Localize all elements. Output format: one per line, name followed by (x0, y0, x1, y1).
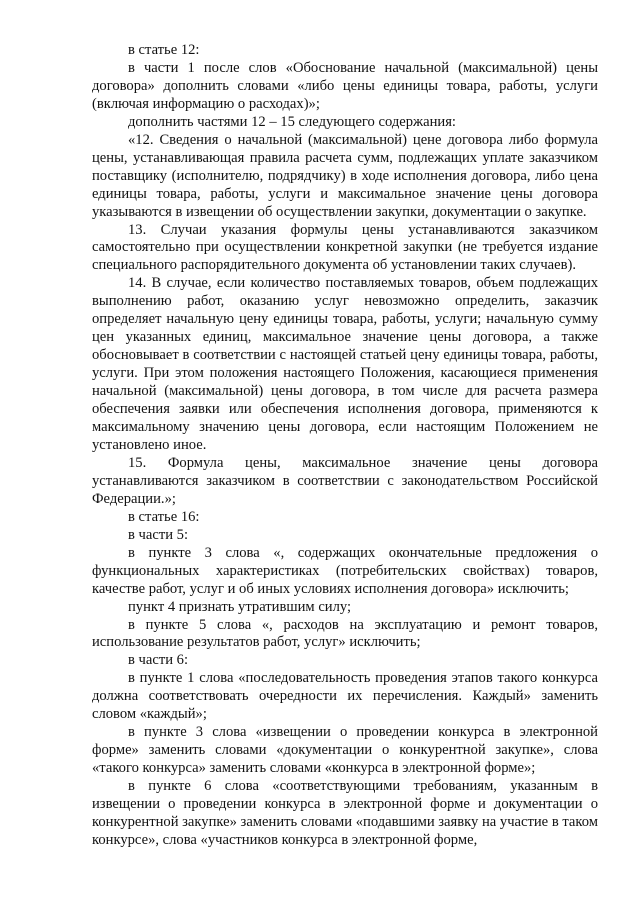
paragraph-part-5: в части 5: (128, 526, 189, 543)
paragraph-point-4: пункт 4 признать утратившим силу; (128, 598, 352, 615)
paragraph-item-13: 13. Случаи указания формулы цены устанавливаются заказчиком самостоятельно при осуществлении конкретной закупки (не требуется издание специального распорядительного документа об установлении таких случаев). (92, 221, 598, 274)
paragraph-part-6-point-6: в пункте 6 слова «соответствующими требованиям, указанным в извещении о проведении конкурса в электронной форме и документации о конкурентной закупке» заменить словами «подавшими заявку на участие в таком конкурсе», слова «участников конкурса в электронной форме, (92, 778, 598, 848)
paragraph-article-12: в статье 12: (128, 42, 200, 58)
paragraph-item-15: 15. Формула цены, максимальное значение цены договора устанавливаются заказчиком в соответствии с законодательством Российской Федерации.»; (92, 454, 598, 507)
paragraph-item-14: 14. В случае, если количество поставляемых товаров, объем подлежащих выполнению работ, оказанию услуг невозможно определить, заказчик определяет начальную цену единицы товара, работы, услуги; начальную сумму цен указанных единиц, максимальное значение цены договора, а также обосновывает в соответствии с настоящей статьей цену единицы товара, работы, услуги. При этом положения настоящего Положения, касающиеся применения начальной (максимальной) цены договора, в том числе для расчета размера обеспечения заявки или обеспечения исполнения договора, применяются к максимальному значению цены договора, если настоящим Положением не установлено иное. (92, 275, 598, 453)
paragraph-article-16: в статье 16: (128, 508, 200, 525)
paragraph-point-5: в пункте 5 слова «, расходов на эксплуатацию и ремонт товаров, использование результатов работ, услуг» исключить; (92, 616, 598, 651)
paragraph-part-6-point-3: в пункте 3 слова «извещении о проведении конкурса в электронной форме» заменить словами «документации о конкурентной закупке», слова «такого конкурса» заменить словами «конкурса в электронной форме»; (92, 724, 598, 777)
paragraph-part-1: в части 1 после слов «Обоснование начальной (максимальной) цены договора» дополнить словами «либо цены единицы товара, работы, услуги (включая информацию о расходах)»; (92, 59, 598, 112)
paragraph-item-12: «12. Сведения о начальной (максимальной) цене договора либо формула цены, устанавливающая правила расчета сумм, подлежащих уплате заказчиком поставщику (исполнителю, подрядчику) в ходе исполнения договора, либо цена единицы товара, работы, услуги и максимальное значение цены договора указываются в извещении об осуществлении закупки, документации о закупке. (92, 131, 598, 220)
document-page (92, 42, 598, 850)
paragraph-part-6: в части 6: (128, 652, 189, 669)
paragraph-point-3: в пункте 3 слова «, содержащих окончательные предложения о функциональных характеристиках (потребительских свойствах) товаров, качестве работ, услуг и об иных условиях исполнения договора» исключить; (92, 544, 598, 597)
paragraph-part-6-point-1: в пункте 1 слова «последовательность проведения этапов такого конкурса должна соответствовать очередности их перечисления. Каждый» заменить словом «каждый»; (92, 670, 598, 723)
paragraph-add-parts: дополнить частями 12 – 15 следующего содержания: (128, 113, 456, 130)
